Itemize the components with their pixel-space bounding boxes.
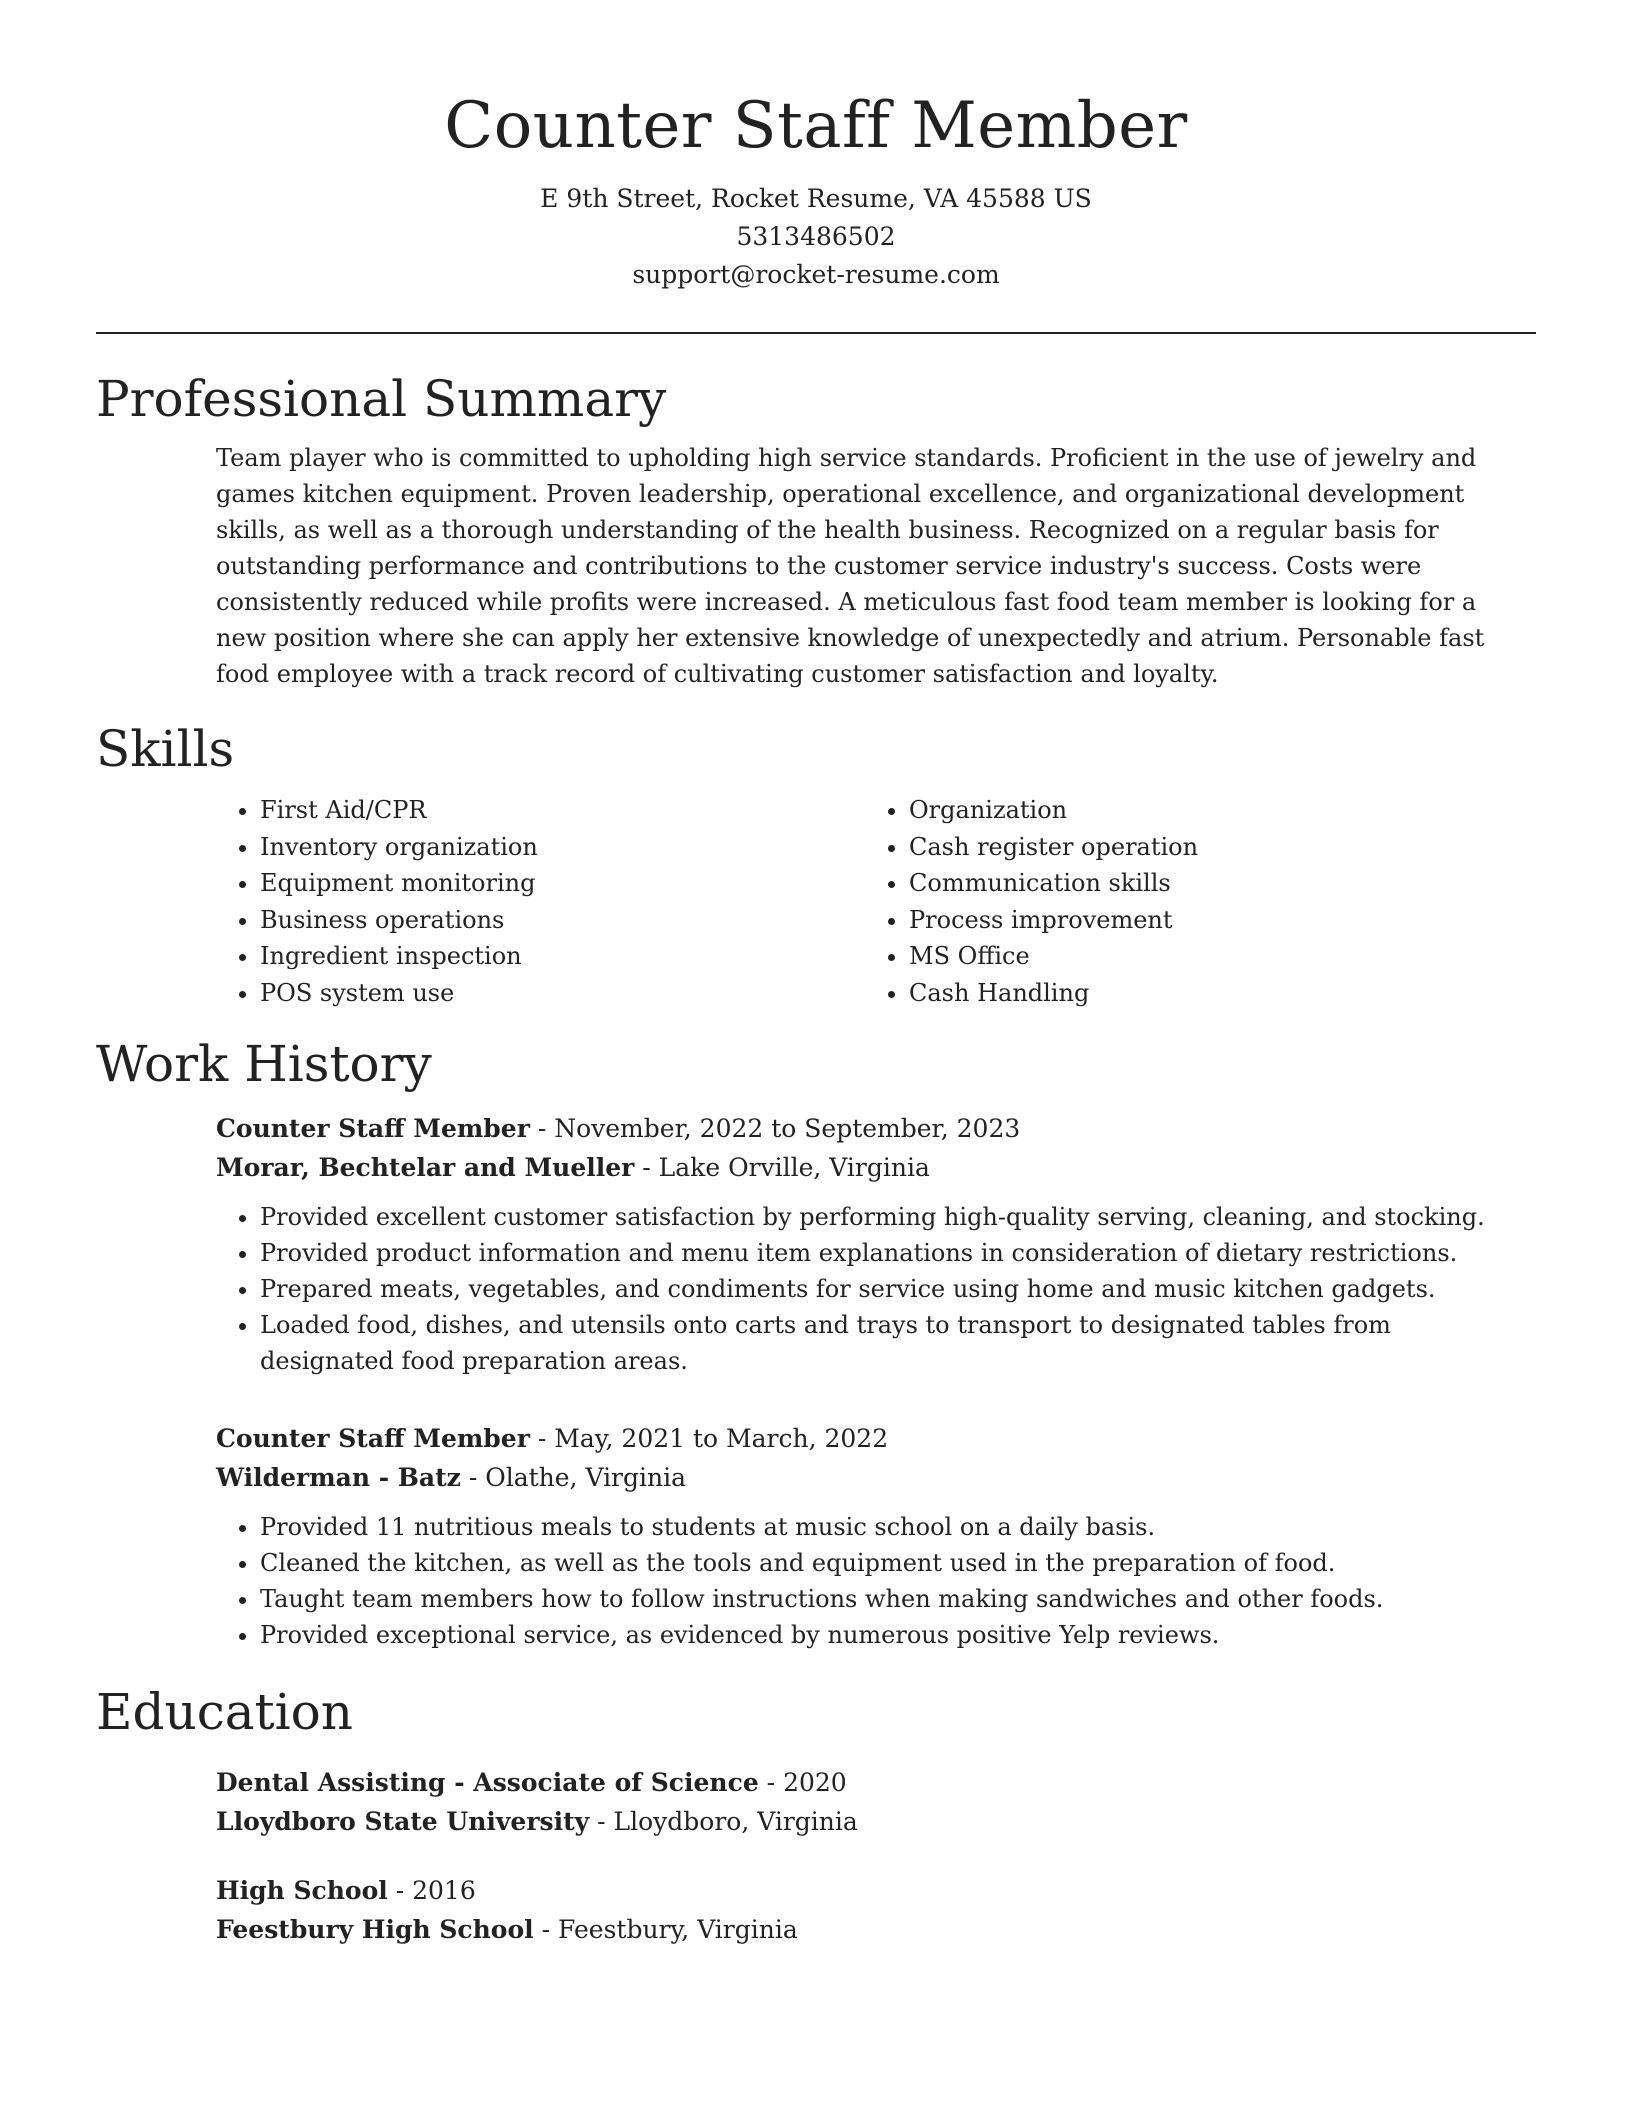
job-title: Counter Staff Member bbox=[216, 1114, 530, 1143]
skill-item: • POS system use bbox=[260, 975, 865, 1012]
skill-item: • Process improvement bbox=[909, 902, 1514, 939]
job-employer-line bbox=[216, 1458, 1536, 1497]
skill-item: • Business operations bbox=[260, 902, 865, 939]
skill-item: • Organization bbox=[909, 792, 1514, 829]
job-duty: • Provided product information and menu item explanations in consideration of dietary restrictions. bbox=[260, 1235, 1526, 1271]
skill-item: • Ingredient inspection bbox=[260, 938, 865, 975]
job-location: - Olathe, Virginia bbox=[460, 1463, 687, 1492]
work-history-heading: Work History bbox=[96, 1035, 432, 1093]
education-heading: Education bbox=[96, 1683, 353, 1741]
education-school: Lloydboro State University bbox=[216, 1807, 590, 1836]
job-entry bbox=[216, 1419, 1536, 1653]
skills-grid bbox=[216, 792, 1536, 1011]
resume-page bbox=[96, 0, 1536, 1949]
job-duty: • Cleaned the kitchen, as well as the tools and equipment used in the preparation of food. bbox=[260, 1545, 1526, 1581]
skill-item: • Cash register operation bbox=[909, 829, 1514, 866]
education-location: - Feestbury, Virginia bbox=[533, 1915, 798, 1944]
skill-item: • MS Office bbox=[909, 938, 1514, 975]
skills-column-left bbox=[216, 792, 865, 1011]
work-history-body bbox=[216, 1109, 1536, 1653]
contact-phone: 5313486502 bbox=[736, 222, 896, 251]
education-degree: High School bbox=[216, 1876, 388, 1905]
education-year: - 2020 bbox=[758, 1768, 847, 1797]
contact-address: E 9th Street, Rocket Resume, VA 45588 US bbox=[540, 184, 1092, 213]
resume-header bbox=[96, 0, 1536, 294]
job-duties bbox=[216, 1199, 1526, 1379]
job-duty: • Loaded food, dishes, and utensils onto carts and trays to transport to designated tables from designated food preparation areas. bbox=[260, 1307, 1526, 1379]
job-title: Counter Staff Member bbox=[216, 1424, 530, 1453]
job-dates: - May, 2021 to March, 2022 bbox=[529, 1424, 889, 1453]
skills-column-right bbox=[865, 792, 1514, 1011]
skill-item: • Equipment monitoring bbox=[260, 865, 865, 902]
job-company: Wilderman - Batz bbox=[216, 1463, 461, 1492]
skill-item: • First Aid/CPR bbox=[260, 792, 865, 829]
job-dates: - November, 2022 to September, 2023 bbox=[529, 1114, 1021, 1143]
job-employer-line bbox=[216, 1148, 1536, 1187]
work-history-section bbox=[96, 1033, 1536, 1653]
education-school-line bbox=[216, 1802, 1536, 1841]
contact-email: support@rocket-resume.com bbox=[632, 260, 1000, 289]
job-title-line bbox=[216, 1109, 1536, 1148]
job-company: Morar, Bechtelar and Mueller bbox=[216, 1153, 635, 1182]
job-title-line bbox=[216, 1419, 1536, 1458]
education-year: - 2016 bbox=[387, 1876, 476, 1905]
education-body bbox=[216, 1763, 1536, 1949]
contact-info bbox=[96, 180, 1536, 294]
skill-item: • Inventory organization bbox=[260, 829, 865, 866]
job-duties bbox=[216, 1509, 1526, 1653]
header-divider bbox=[96, 332, 1536, 334]
job-duty: • Provided exceptional service, as evidenced by numerous positive Yelp reviews. bbox=[260, 1617, 1526, 1653]
job-location: - Lake Orville, Virginia bbox=[634, 1153, 930, 1182]
education-section bbox=[96, 1681, 1536, 1949]
education-degree-line bbox=[216, 1763, 1536, 1802]
job-entry bbox=[216, 1109, 1536, 1379]
summary-text: Team player who is committed to upholding high service standards. Proficient in the use of jewelry and games kitchen equipment. Proven leadership, operational excellence, and organizational development skills, as well as a thorough understanding of the health business. Recognized on a regular basis for outstanding performance and contributions to the customer service industry's success. Costs were consistently reduced while profits were increased. A meticulous fast food team member is looking for a new position where she can apply her extensive knowledge of unexpectedly and atrium. Personable fast food employee with a track record of cultivating customer satisfaction and loyalty. bbox=[216, 444, 1485, 688]
candidate-name: Counter Staff Member bbox=[444, 89, 1188, 163]
education-school: Feestbury High School bbox=[216, 1915, 534, 1944]
summary-heading: Professional Summary bbox=[96, 370, 667, 428]
skill-item: • Communication skills bbox=[909, 865, 1514, 902]
summary-body bbox=[216, 440, 1536, 692]
education-degree-line bbox=[216, 1871, 1536, 1910]
skill-item: • Cash Handling bbox=[909, 975, 1514, 1012]
job-duty: • Prepared meats, vegetables, and condiments for service using home and music kitchen gadgets. bbox=[260, 1271, 1526, 1307]
education-degree: Dental Assisting - Associate of Science bbox=[216, 1768, 759, 1797]
skills-heading: Skills bbox=[96, 720, 235, 778]
job-duty: • Taught team members how to follow instructions when making sandwiches and other foods. bbox=[260, 1581, 1526, 1617]
job-duty: • Provided excellent customer satisfaction by performing high-quality serving, cleaning, and stocking. bbox=[260, 1199, 1526, 1235]
education-entry bbox=[216, 1871, 1536, 1949]
summary-section bbox=[96, 368, 1536, 692]
education-entry bbox=[216, 1763, 1536, 1841]
skills-section bbox=[96, 718, 1536, 1011]
education-school-line bbox=[216, 1910, 1536, 1949]
job-duty: • Provided 11 nutritious meals to students at music school on a daily basis. bbox=[260, 1509, 1526, 1545]
education-location: - Lloydboro, Virginia bbox=[589, 1807, 858, 1836]
